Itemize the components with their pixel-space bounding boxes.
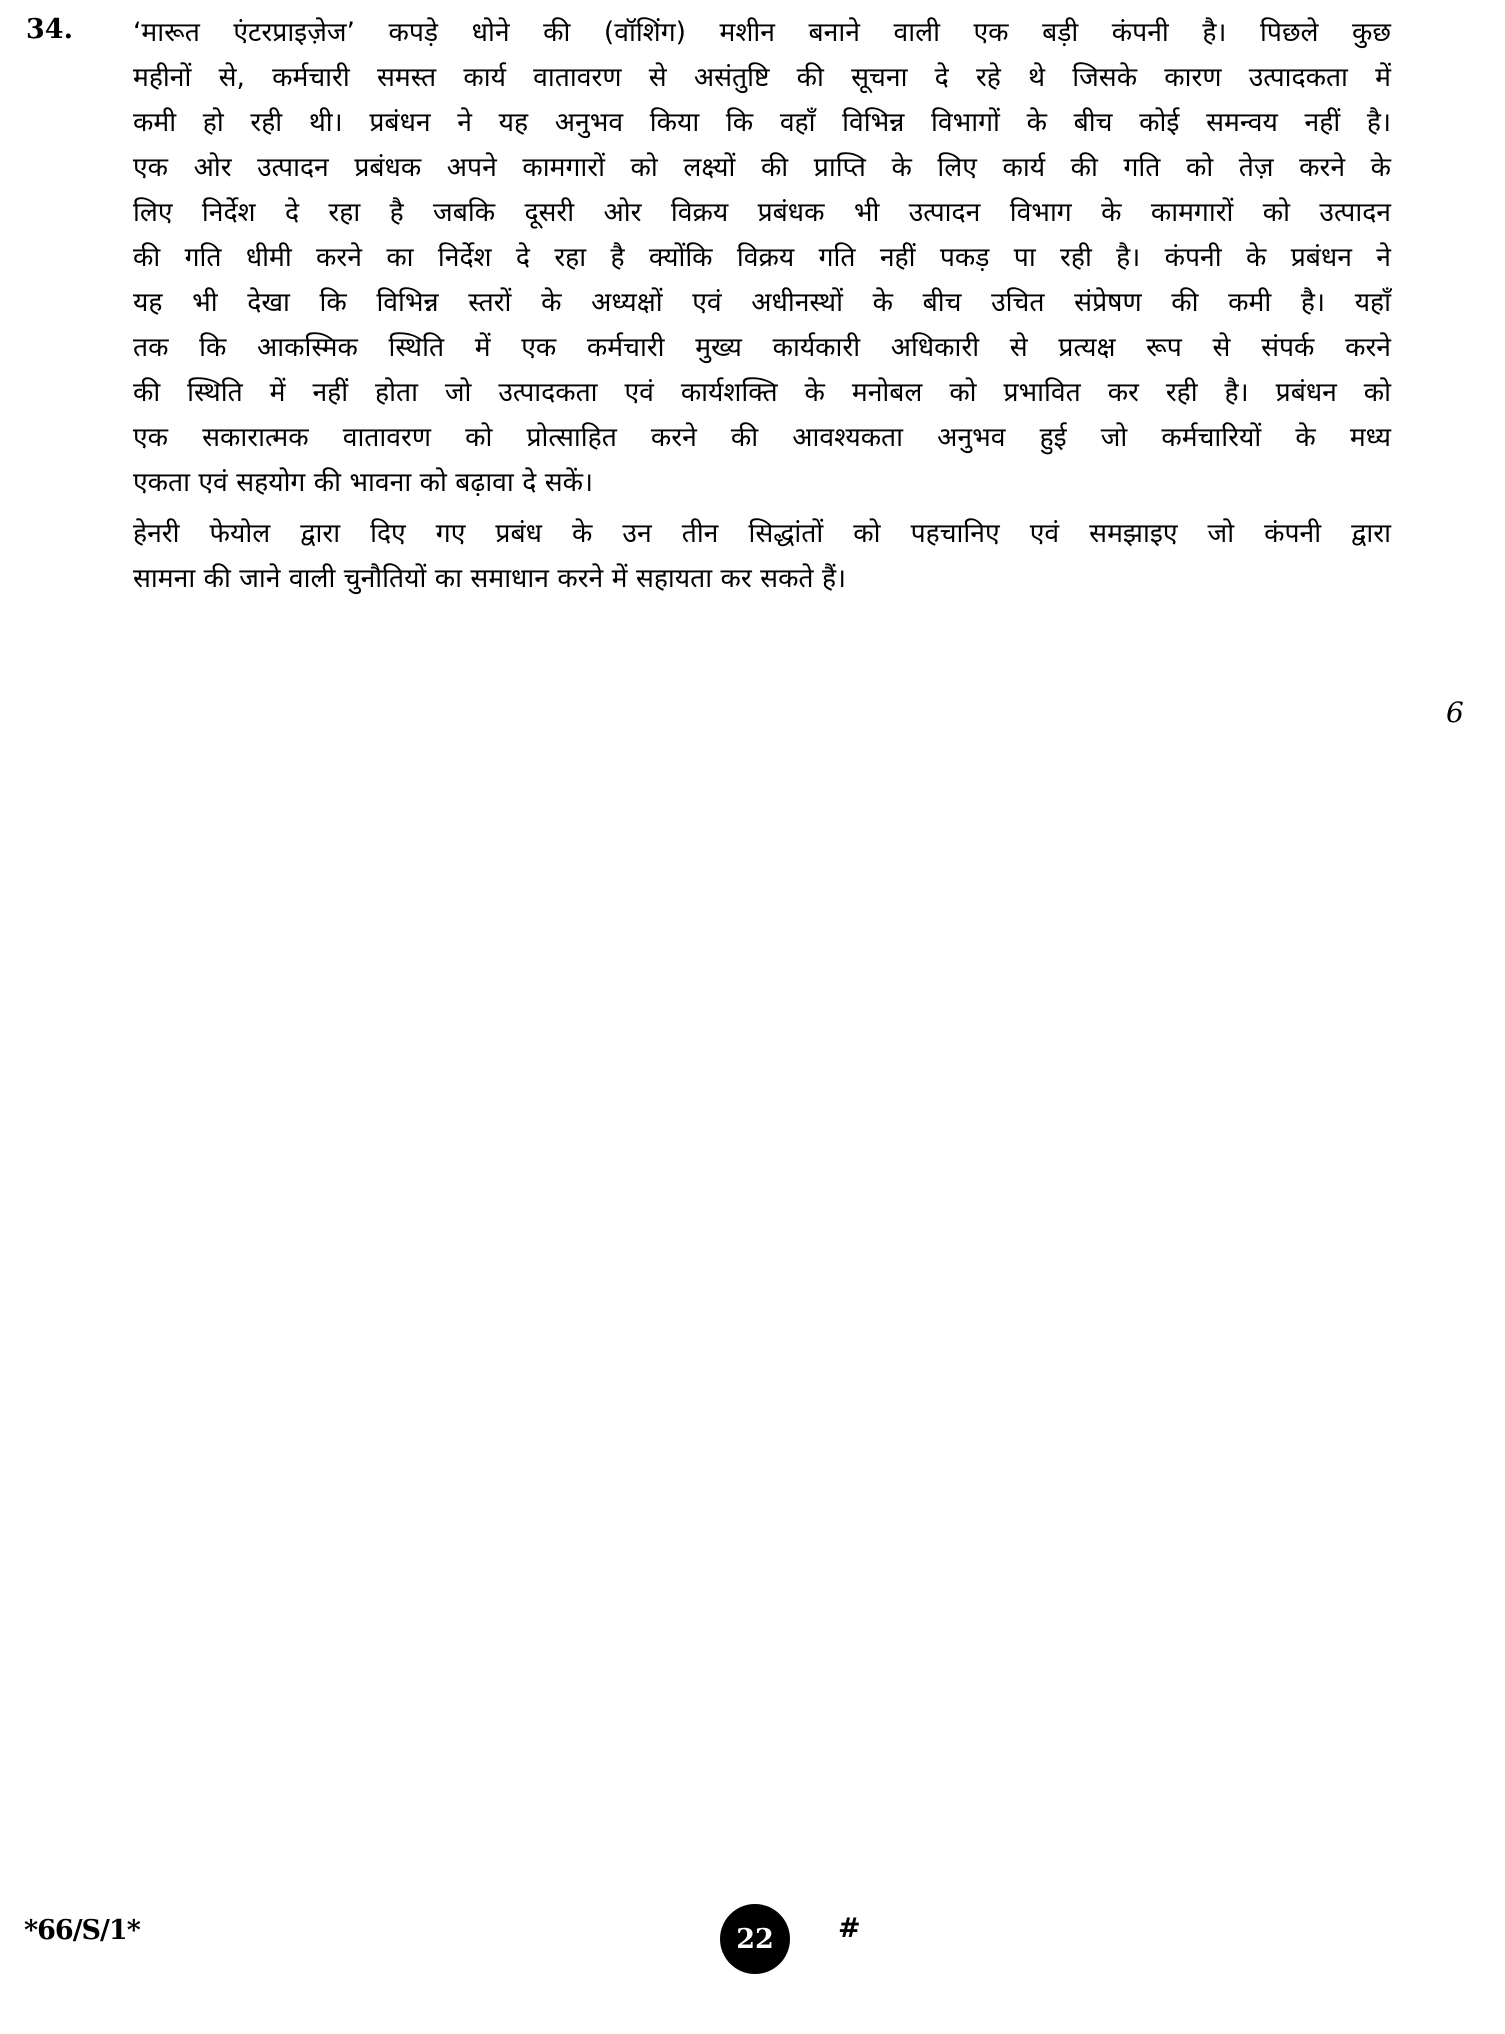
text-line: एक सकारात्मक वातावरण को प्रोत्साहित करने की आवश्यकता अनुभव हुई जो कर्मचारियों के मध्य <box>133 422 1391 453</box>
hash-mark: # <box>838 1913 861 1944</box>
question-body <box>133 10 1391 601</box>
text-line: सामना की जाने वाली चुनौतियों का समाधान करने में सहायता कर सकते हैं। <box>133 563 847 594</box>
question-number: 34. <box>26 14 73 45</box>
text-line: एक ओर उत्पादन प्रबंधक अपने कामगारों को लक्ष्यों की प्राप्ति के लिए कार्य की गति को तेज़ करने के <box>133 152 1391 183</box>
question-paragraph-prompt <box>133 511 1391 601</box>
page-number: 22 <box>736 1923 774 1955</box>
text-line: एकता एवं सहयोग की भावना को बढ़ावा दे सकें। <box>133 467 594 498</box>
page-number-badge <box>720 1904 790 1974</box>
text-line: कमी हो रही थी। प्रबंधन ने यह अनुभव किया कि वहाँ विभिन्न विभागों के बीच कोई समन्वय नहीं है। <box>133 107 1391 138</box>
question-marks: 6 <box>1446 696 1464 729</box>
text-line: यह भी देखा कि विभिन्न स्तरों के अध्यक्षों एवं अधीनस्थों के बीच उचित संप्रेषण की कमी है। यहाँ <box>133 287 1391 318</box>
paper-code: *66/S/1* <box>24 1915 140 1946</box>
text-line: की गति धीमी करने का निर्देश दे रहा है क्योंकि विक्रय गति नहीं पकड़ पा रही है। कंपनी के प्रबंधन ने <box>133 242 1391 273</box>
text-line: महीनों से, कर्मचारी समस्त कार्य वातावरण से असंतुष्टि की सूचना दे रहे थे जिसके कारण उत्पादकता में <box>133 62 1391 93</box>
text-line: लिए निर्देश दे रहा है जबकि दूसरी ओर विक्रय प्रबंधक भी उत्पादन विभाग के कामगारों को उत्पादन <box>133 197 1391 228</box>
question-paragraph-scenario <box>133 10 1391 505</box>
text-line: की स्थिति में नहीं होता जो उत्पादकता एवं कार्यशक्ति के मनोबल को प्रभावित कर रही है। प्रबंधन को <box>133 377 1391 408</box>
text-line: हेनरी फेयोल द्वारा दिए गए प्रबंध के उन तीन सिद्धांतों को पहचानिए एवं समझाइए जो कंपनी द्वारा <box>133 518 1391 549</box>
text-line: तक कि आकस्मिक स्थिति में एक कर्मचारी मुख्य कार्यकारी अधिकारी से प्रत्यक्ष रूप से संपर्क करने <box>133 332 1391 363</box>
text-line: ‘मारूत एंटरप्राइज़ेज’ कपड़े धोने की (वॉशिंग) मशीन बनाने वाली एक बड़ी कंपनी है। पिछले कुछ <box>133 17 1391 48</box>
